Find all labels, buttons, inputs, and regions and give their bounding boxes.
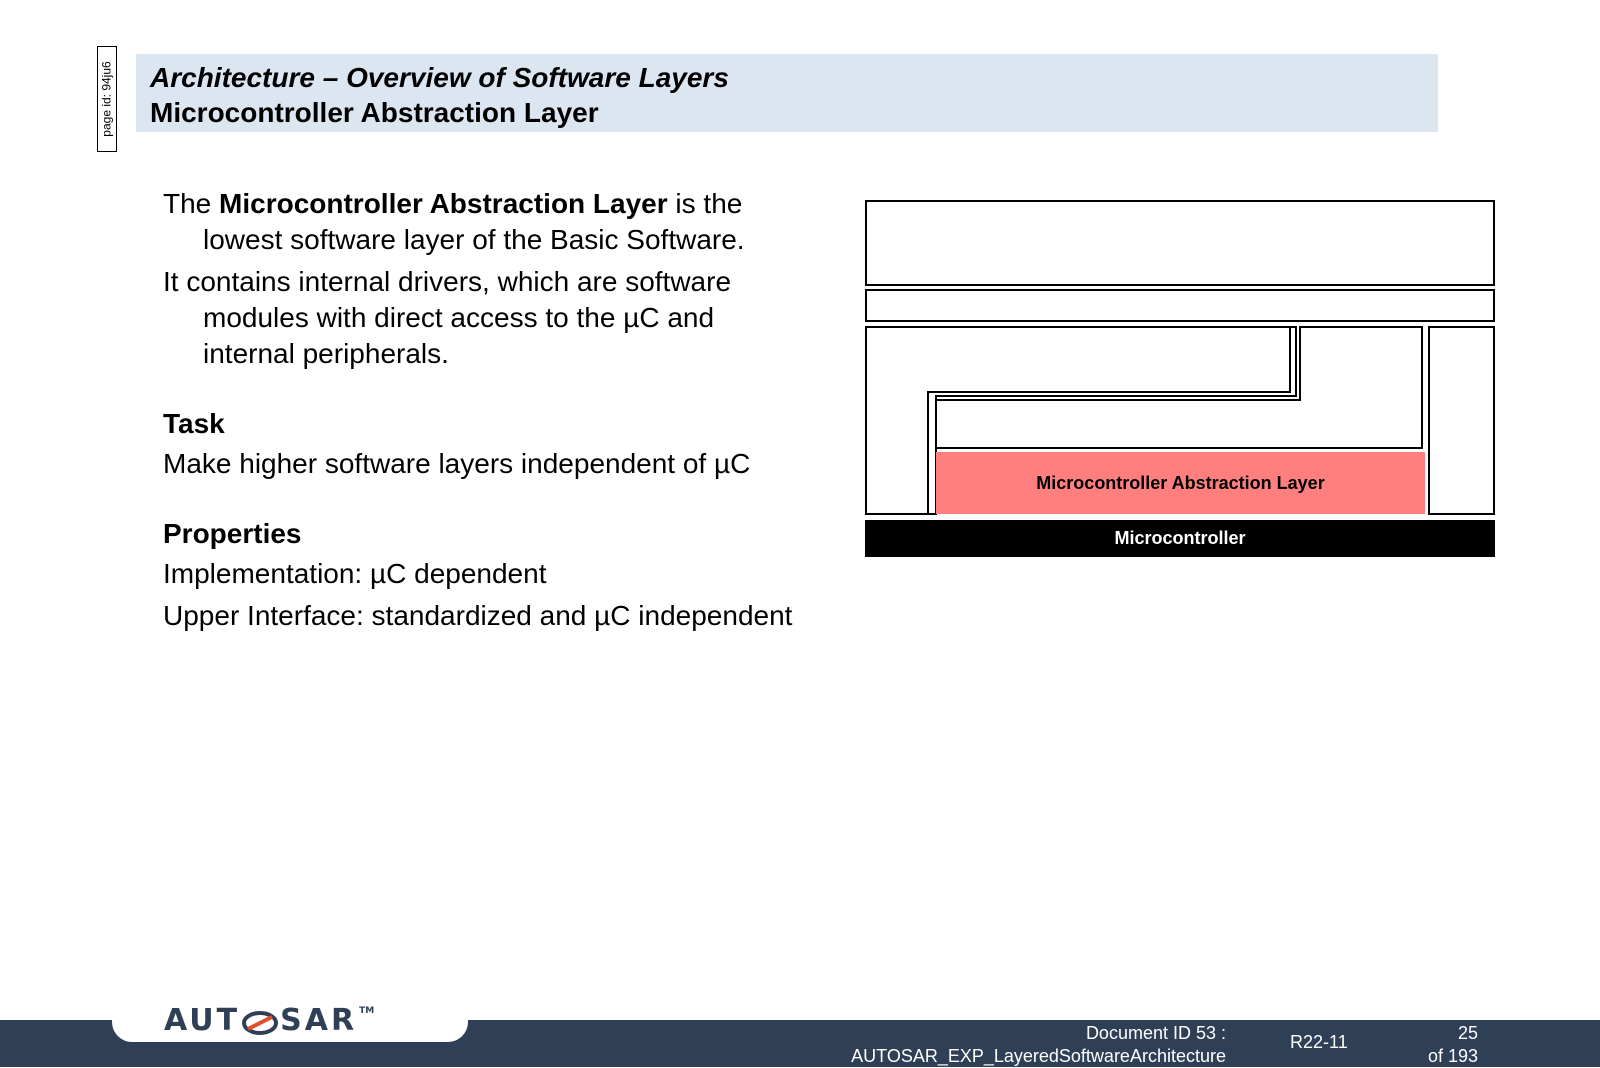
application-layer-box [865, 200, 1495, 286]
page-id-label [97, 46, 117, 152]
rte-box [865, 289, 1495, 322]
page-subtitle: Microcontroller Abstraction Layer [150, 97, 599, 128]
document-id-line2: AUTOSAR_EXP_LayeredSoftwareArchitecture [851, 1046, 1226, 1066]
release-version: R22-11 [1290, 1032, 1348, 1052]
task-text: Make higher software layers independent of µC [163, 448, 751, 479]
drivers-paragraph: It contains internal drivers, which are software modules with direct access to the µC and internal peripherals. [163, 266, 732, 369]
logo-tm: TM [359, 1006, 375, 1016]
mcal-layer [936, 452, 1425, 514]
logo-text-right: SAR [280, 1002, 358, 1038]
page-title: Architecture – Overview of Software Layers [150, 62, 729, 93]
right-column-box [1428, 326, 1495, 515]
mcal-label: Microcontroller Abstraction Layer [1036, 472, 1325, 493]
content-text [163, 186, 803, 640]
intro-paragraph [163, 186, 803, 258]
page-number [1400, 1022, 1478, 1068]
task-heading: Task [163, 408, 225, 439]
autosar-logo [164, 1002, 375, 1038]
intro-bold: Microcontroller Abstraction Layer [219, 188, 668, 219]
property-implementation: Implementation: µC dependent [163, 558, 547, 589]
microcontroller-label: Microcontroller [1114, 528, 1246, 548]
page-id-text: page id: 94ju6 [100, 61, 114, 137]
page-current: 25 [1457, 1023, 1478, 1043]
property-upper-interface: Upper Interface: standardized and µC independent [163, 600, 793, 631]
logo-text-left: AUT [164, 1002, 241, 1038]
page-total: of 193 [1427, 1046, 1478, 1066]
microcontroller-layer [865, 520, 1495, 557]
title-bar [136, 54, 1438, 132]
logo-o-icon [242, 1008, 278, 1032]
document-id-line1: Document ID 53 : [1085, 1023, 1226, 1043]
intro-prefix: The [163, 188, 220, 219]
document-id [800, 1022, 1226, 1068]
intro-suffix: is the lowest software layer of the Basic Software. [203, 188, 745, 255]
properties-heading: Properties [163, 518, 302, 549]
